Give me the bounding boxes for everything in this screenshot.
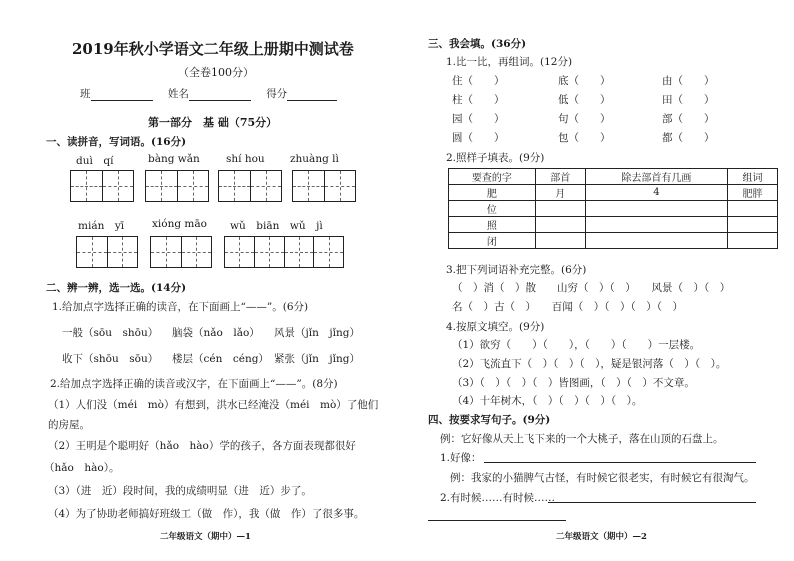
answer-line[interactable] — [428, 520, 566, 521]
s3-q3: 3.把下列词语补充完整。(6分) — [446, 264, 587, 276]
compare-item: 包（ ） — [558, 132, 611, 144]
s3-q3-line: 名（ ）古（ ） 百闻（ ）（ ）（ ）（ ） — [452, 301, 683, 313]
exam-subtitle: （全卷100分） — [178, 66, 254, 79]
s3-q1: 1.比一比，再组词。(12分) — [446, 56, 573, 68]
pinyin-4: zhuàng lì — [290, 153, 339, 165]
answer-cell[interactable] — [585, 217, 727, 233]
class-field[interactable] — [91, 89, 153, 101]
table-row — [449, 217, 778, 233]
table-header-row — [449, 169, 778, 185]
s3-q4-line: （4）十年树木，（ ）（ ）（ ）（ ）。 — [452, 395, 643, 407]
section2-heading: 二、辨一辨，选一选。(14分) — [46, 282, 187, 294]
compare-item: 由（ ） — [662, 75, 715, 87]
compare-item: 圆（ ） — [452, 132, 505, 144]
s2-q2-line: （3）（进 近）段时间，我的成绩明显（进 近）步了。 — [48, 485, 312, 497]
s3-q3-line: （ ）消（ ）散 山穷（ ）（ ） 风景（ ）（ ） — [452, 282, 731, 294]
s4-q2: 2.有时候……有时候…… — [440, 492, 556, 504]
s3-q4-line: （3）（ ）（ ）（ ）皆图画，（ ）（ ）不文章。 — [452, 377, 695, 389]
section3-heading: 三、我会填。(36分) — [428, 38, 527, 50]
answer-cell[interactable] — [535, 233, 585, 249]
answer-cell[interactable] — [728, 201, 778, 217]
table-header: 要查的字 — [449, 169, 536, 185]
score-label: 得分 — [266, 88, 288, 100]
s2-q1: 1.给加点字选择正确的读音，在下面画上“——”。(6分) — [52, 301, 309, 313]
table-header: 部首 — [535, 169, 585, 185]
s2-q1-item: 一般（sōu shōu） — [62, 327, 159, 339]
pinyin-5: mián yī — [78, 220, 125, 232]
table-row — [449, 201, 778, 217]
s2-q1-item: 楼层（cén céng） — [172, 353, 269, 365]
s2-q2: 2.给加点字选择正确的读音或汉字，在下面画上“——”。(8分) — [50, 378, 338, 390]
section1-heading: 一、读拼音，写词语。(16分) — [46, 136, 187, 148]
answer-line[interactable] — [484, 462, 756, 463]
s2-q1-item: 紧张（jǐn jǐng） — [274, 353, 360, 365]
table-cell: 4 — [585, 185, 727, 201]
s2-q2-line: 的房屋。 — [48, 419, 90, 431]
table-cell: 月 — [535, 185, 585, 201]
pinyin-1: duì qí — [76, 155, 114, 167]
table-header: 组词 — [728, 169, 778, 185]
s3-q2: 2.照样子填表。(9分) — [446, 152, 545, 164]
table-cell: 肥胖 — [728, 185, 778, 201]
compare-item: 都（ ） — [662, 132, 715, 144]
s2-q1-item: 风景（jǐn jǐng） — [274, 327, 360, 339]
exam-title: 2019年秋小学语文二年级上册期中测试卷 — [72, 40, 354, 58]
compare-item: 底（ ） — [558, 75, 611, 87]
pinyin-3: shí hou — [226, 153, 265, 165]
page-footer-left: 二年级语文（期中）—1 — [160, 532, 251, 542]
pinyin-7: wǔ biān wǔ jì — [230, 220, 323, 232]
answer-cell[interactable] — [728, 233, 778, 249]
page-footer-right: 二年级语文（期中）—2 — [556, 532, 647, 542]
name-field[interactable] — [189, 89, 251, 101]
s2-q2-line: （hǎo hào）。 — [44, 462, 120, 474]
student-info — [80, 86, 337, 101]
answer-line[interactable] — [548, 502, 756, 503]
answer-cell[interactable] — [585, 233, 727, 249]
score-field[interactable] — [287, 89, 337, 101]
pinyin-2: bàng wǎn — [148, 153, 200, 165]
compare-item: 田（ ） — [662, 94, 715, 106]
answer-cell[interactable] — [535, 201, 585, 217]
s2-q1-item: 收下（shōu sōu） — [62, 353, 159, 365]
radical-table — [448, 168, 778, 249]
answer-cell[interactable] — [585, 201, 727, 217]
writing-grid[interactable] — [218, 170, 282, 202]
compare-item: 低（ ） — [558, 94, 611, 106]
compare-item: 住（ ） — [452, 75, 505, 87]
compare-item: 部（ ） — [662, 113, 715, 125]
writing-grid[interactable] — [76, 236, 138, 268]
compare-item: 园（ ） — [452, 113, 505, 125]
writing-grid[interactable] — [224, 236, 344, 268]
name-label: 姓名 — [167, 88, 189, 100]
table-cell: 位 — [449, 201, 536, 217]
table-row — [449, 185, 778, 201]
compare-item: 柱（ ） — [452, 94, 505, 106]
s2-q1-item: 脑袋（nǎo lǎo） — [172, 327, 260, 339]
s2-q2-line: （4）为了协助老师搞好班级工（做 作），我（做 作）了很多事。 — [48, 508, 365, 520]
writing-grid[interactable] — [70, 170, 134, 202]
s3-q4-line: （2）飞流直下（ ）（ ）（ ），疑是银河落（ ）（ ）。 — [452, 358, 727, 370]
s2-q2-line: （2）王明是个聪明好（hǎo hào）学的孩子，各方面表现都很好 — [48, 440, 356, 452]
class-label: 班 — [80, 88, 91, 100]
section4-heading: 四、按要求写句子。(9分) — [428, 414, 551, 426]
answer-cell[interactable] — [728, 217, 778, 233]
s4-example: 例：它好像从天上飞下来的一个大桃子，落在山顶的石盘上。 — [440, 433, 724, 445]
compare-item: 句（ ） — [558, 113, 611, 125]
table-header: 除去部首有几画 — [585, 169, 727, 185]
s3-q4-line: （1）欲穷（ ）（ ），（ ）（ ）一层楼。 — [452, 339, 701, 351]
pinyin-6: xióng māo — [152, 218, 207, 230]
writing-grid[interactable] — [292, 170, 356, 202]
s4-q1: 1.好像： — [440, 452, 482, 464]
writing-grid[interactable] — [145, 170, 209, 202]
table-cell: 肥 — [449, 185, 536, 201]
part1-heading: 第一部分 基 础（75分） — [148, 116, 278, 129]
answer-cell[interactable] — [535, 217, 585, 233]
s3-q4: 4.按原文填空。(9分) — [446, 321, 545, 333]
table-row — [449, 233, 778, 249]
table-cell: 闭 — [449, 233, 536, 249]
s2-q2-line: （1）人们没（méi mò）有想到，洪水已经淹没（méi mò）了他们 — [48, 399, 379, 411]
s4-q1-example: 例：我家的小猫脾气古怪，有时候它很老实，有时候它有很淘气。 — [450, 472, 755, 484]
writing-grid[interactable] — [150, 236, 212, 268]
table-cell: 照 — [449, 217, 536, 233]
